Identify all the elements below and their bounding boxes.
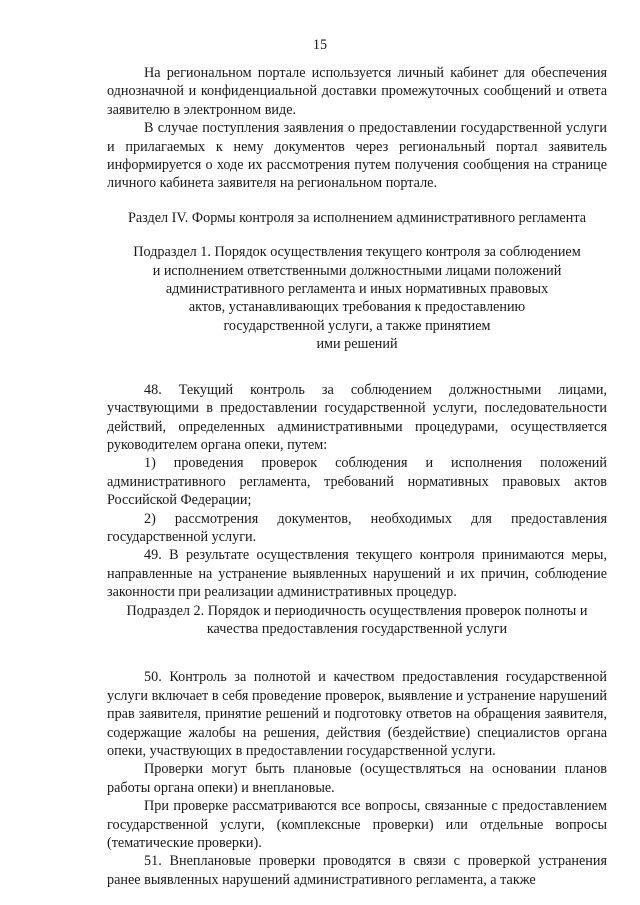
subsection-2-heading bbox=[107, 602, 607, 639]
heading-line: актов, устанавливающих требования к предоставлению bbox=[188, 299, 526, 316]
heading-line: государственной услуги, а также принятием bbox=[223, 317, 491, 334]
page-content bbox=[107, 64, 607, 889]
paragraph: В случае поступления заявления о предоставлении государственной услуги и прилагаемых к нему документов через региональный портал заявитель информируется о ходе их рассмотрения путем получения сообщения на странице личного кабинета заявителя на региональном портале. bbox=[107, 120, 607, 192]
section-title: Раздел IV. Формы контроля за исполнением административного регламента bbox=[127, 209, 586, 226]
heading-line: ими решений bbox=[316, 336, 398, 353]
paragraph-48: 48. Текущий контроль за соблюдением должностными лицами, участвующими в предоставлении государственной услуги, последовательности действий, определенных административными процедурами, осуществляется руководителем органа опеки, путем: bbox=[107, 381, 607, 453]
paragraph-51: 51. Внеплановые проверки проводятся в связи с проверкой устранения ранее выявленных нарушений административного регламента, а также bbox=[107, 853, 607, 888]
heading-line: и исполнением ответственными должностными лицами положений bbox=[152, 262, 562, 279]
heading-line: Подраздел 2. Порядок и периодичность осуществления проверок полноты и bbox=[126, 602, 588, 619]
heading-line: Подраздел 1. Порядок осуществления текущего контроля за соблюдением bbox=[133, 244, 581, 261]
paragraph: При проверке рассматриваются все вопросы, связанные с предоставлением государственной услуги, (комплексные проверки) или отдельные вопросы (тематические проверки). bbox=[107, 798, 607, 852]
list-item-2: 2) рассмотрения документов, необходимых для предоставления государственной услуги. bbox=[107, 510, 607, 545]
paragraph: На региональном портале используется личный кабинет для обеспечения однозначной и конфиденциальной доставки промежуточных сообщений и ответа заявителю в электронном виде. bbox=[107, 65, 607, 118]
paragraph-49: 49. В результате осуществления текущего контроля принимаются меры, направленные на устранение выявленных нарушений и их причин, соблюдение законности при реализации административных процедур. bbox=[107, 547, 607, 601]
list-item-1: 1) проведения проверок соблюдения и исполнения положений административного регламента, требований нормативных правовых актов Российской Федерации; bbox=[107, 455, 607, 509]
heading-line: административного регламента и иных нормативных правовых bbox=[165, 281, 549, 298]
paragraph: Проверки могут быть плановые (осуществляться на основании планов работы органа опеки) и внеплановые. bbox=[107, 761, 607, 796]
page-number: 15 bbox=[312, 37, 328, 53]
paragraph-50: 50. Контроль за полнотой и качеством предоставления государственной услуги включает в себя проведение проверок, выявление и устранение нарушений прав заявителя, принятие решений и подготовку ответов на обращения заявителя, содержащие жалобы на решения, действия (бездействие) специалистов органа опеки, участвующих в предоставлении государственной услуги. bbox=[107, 669, 607, 759]
subsection-1-heading bbox=[107, 243, 607, 353]
heading-line: качества предоставления государственной услуги bbox=[206, 620, 508, 637]
